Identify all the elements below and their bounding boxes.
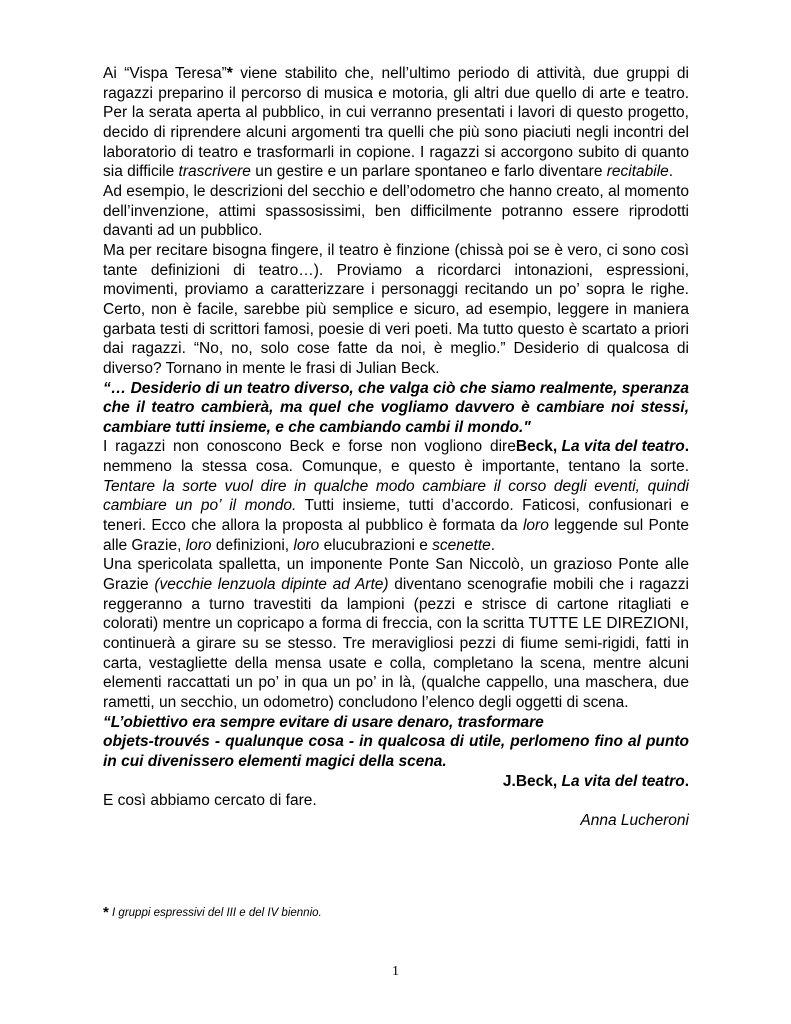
text-span: Tutti insieme, tutti d’accordo. Faticosi, confusionari e teneri. Ecco che allora la proposta al pubblico è formata da — [103, 497, 689, 535]
paragraph-recitare: Ma per recitare bisogna fingere, il teatro è finzione (chissà poi se è vero, ci sono così tante definizioni di teatro…). Proviamo a ricordarci intonazioni, espressioni, movimenti, proviamo a caratterizzare i personaggi recitando un po’ sopra le righe. Certo, non è facile, sarebbe più semplice e sicuro, ad esempio, leggere in maniera garbata testi di scrittori famosi, poesie di veri poeti. Ma tutto questo è scartato a priori dai ragazzi. “No, no, solo cose fatte da noi, è meglio.” Desiderio di qualcosa di diverso? Tornano in mente le frasi di Julian Beck. — [103, 241, 689, 377]
emphasis: scenette — [432, 536, 491, 554]
text-span: . — [668, 163, 674, 181]
beck-quote-2: objets-trouvés - qualunque cosa - in qualcosa di utile, perlomeno fino al punto in cui divenissero elementi magici della scena. — [103, 733, 689, 770]
paragraph-example: Ad esempio, le descrizioni del secchio e dell’odometro che hanno creato, al momento dell’invenzione, attimi spassosissimi, ben difficilmente potranno essere riprodotti davanti ad un pubblico. — [103, 182, 689, 240]
text-span: . — [684, 772, 689, 790]
footnote — [103, 904, 322, 921]
quote-attribution — [516, 437, 689, 457]
quote-2-attribution — [103, 772, 689, 792]
footnote-marker: * — [103, 904, 109, 921]
quote-author: Beck, — [515, 438, 562, 456]
emphasis: recitabile — [606, 163, 669, 181]
quote-text: “… Desiderio di un teatro diverso, che valga ciò che siamo realmente, speranza che il teatro cambierà, ma quel che vogliamo davvero è cambiare noi stessi, cambiare tutti insieme, e che cambiando cambi il mondo." — [103, 379, 689, 436]
emphasis: (vecchie lenzuola dipinte ad Arte) — [154, 576, 389, 594]
quote-work-title: La vita del teatro — [561, 438, 685, 456]
text-span: definizioni, — [211, 536, 294, 554]
quote-work-title: La vita del teatro — [561, 772, 685, 790]
text-span: Ai “Vispa Teresa” — [103, 65, 227, 82]
article-body — [103, 64, 689, 831]
paragraph-intro — [103, 64, 689, 182]
emphasis: loro — [293, 536, 320, 554]
text-span: diventano scenografie mobili che i ragazzi reggeranno a turno travestiti da lampioni (pezzi e strisce di cartone ritagliati e colorati) mentre un copricapo a forma di freccia, con la scritta TUTTE LE DIREZIONI, continuerà a girare su se stesso. Tre meravigliosi pezzi di fiume semi-rigidi, fatti in carta, vestagliette della mensa usate e colla, completano la scena, mentre alcuni elementi raccattati un po’ in qua un po’ in là, (qualche cappello, una maschera, due rametti, un secchio, un odometro) concludono l’elenco degli oggetti di scena. — [103, 576, 689, 711]
emphasis: loro — [185, 536, 212, 554]
footnote-marker: * — [226, 65, 233, 82]
paragraph-scenografia — [103, 555, 689, 712]
text-span: . — [490, 536, 496, 554]
text-span: Una spericolata spalletta, un imponente Ponte San Niccolò, un grazioso Ponte alle Grazie — [103, 556, 689, 594]
paragraph-closing: E così abbiamo cercato di fare. — [103, 792, 317, 810]
text-span: un gestire e un parlare spontaneo e farlo diventare — [250, 163, 607, 181]
text-span: elucubrazioni e — [319, 536, 433, 554]
beck-quote-2-line1: “L’obiettivo era sempre evitare di usare denaro, trasformare — [103, 713, 544, 731]
text-span: leggende sul Ponte alle Grazie, — [103, 517, 690, 554]
author-signature: Anna Lucheroni — [580, 811, 689, 829]
emphasis: Tentare la sorte vuol dire in qualche modo cambiare il corso degli eventi, quindi cambiare un po’ il mondo. — [103, 477, 689, 515]
emphasis: loro — [522, 517, 549, 535]
text-span: I ragazzi non conoscono Beck e forse non vogliono dire nemmeno la stessa cosa. Comunque, e questo è importante, tentano la sorte. — [103, 438, 689, 476]
emphasis: trascrivere — [178, 163, 251, 181]
text-span: viene stabilito che, nell’ultimo periodo di attività, due gruppi di ragazzi preparino il percorso di musica e motoria, gli altri due quello di arte e teatro. Per la serata aperta al pubblico, in cui verranno presentati i lavori di questo progetto, decido di riprendere alcuni argomenti tra quelli che più sono piaciuti negli incontri del laboratorio di teatro e trasformarli in copione. I ragazzi si accorgono subito di quanto sia difficile — [103, 65, 689, 181]
text-span: . — [684, 438, 689, 456]
beck-quote-1 — [103, 379, 689, 456]
quote-author: J.Beck, — [502, 772, 562, 790]
page-number: 1 — [392, 964, 399, 979]
footnote-text: I gruppi espressivi del III e del IV biennio. — [108, 907, 322, 919]
